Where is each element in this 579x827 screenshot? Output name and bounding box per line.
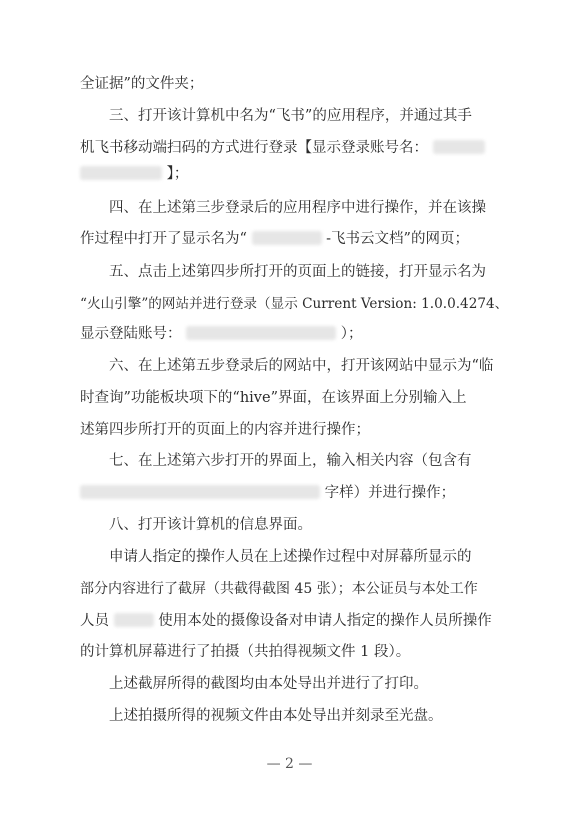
redaction [186, 326, 336, 340]
redaction [80, 485, 320, 499]
text-line: 四、在上述第三步登录后的应用程序中进行操作，并在该操 [109, 200, 486, 216]
text-line: 申请人指定的操作人员在上述操作过程中对屏幕所显示的 [109, 549, 472, 565]
text-segment: 显示登陆账号： [80, 326, 182, 342]
text-segment: 字样）并进行操作； [324, 485, 456, 501]
text-line: 的计算机屏幕进行了拍摄（共拍得视频文件 1 段）。 [80, 644, 411, 660]
text-line [80, 138, 485, 158]
page-number: — 2 — [266, 756, 313, 772]
text-line: 时查询”功能板块项下的“hive”界面，在该界面上分别输入上 [80, 390, 467, 406]
text-line: 述第四步所打开的页面上的内容并进行操作； [80, 422, 370, 438]
text-segment: ）； [340, 326, 363, 342]
text-line: 三、打开该计算机中名为“飞书”的应用程序，并通过其手 [109, 108, 472, 124]
text-line: 全证据”的文件夹； [80, 76, 204, 92]
text-line: 七、在上述第六步打开的界面上，输入相关内容（包含有 [109, 453, 472, 469]
text-line [80, 164, 188, 184]
text-segment: 机飞书移动端扫码的方式进行登录【显示登录账号名： [80, 140, 428, 156]
redaction [114, 613, 154, 627]
redaction [80, 166, 162, 180]
text-line: “火山引擎”的网站并进行登录（显示 Current Version: 1.0.0.4274、 [80, 296, 509, 312]
text-segment: 】； [166, 166, 189, 182]
text-segment: 作过程中打开了显示名为“ [80, 231, 247, 247]
text-line [80, 324, 362, 344]
text-segment: -飞书云文档”的网页； [326, 231, 469, 247]
text-line [80, 229, 469, 249]
text-line: 六、在上述第五步登录后的网站中，打开该网站中显示为“临 [109, 358, 494, 374]
text-line: 五、点击上述第四步所打开的页面上的链接，打开显示名为 [109, 264, 486, 280]
text-line: 部分内容进行了截屏（共截得截图 45 张）；本公证员与本处工作 [80, 581, 478, 597]
text-segment: 使用本处的摄像设备对申请人指定的操作人员所操作 [158, 613, 492, 629]
text-segment: 人员 [80, 613, 109, 629]
text-line [80, 611, 492, 631]
text-line [80, 483, 455, 503]
text-line: 八、打开该计算机的信息界面。 [109, 517, 312, 533]
text-line: 上述拍摄所得的视频文件由本处导出并刻录至光盘。 [109, 708, 443, 724]
redaction [252, 231, 322, 245]
redaction [433, 140, 485, 154]
text-line: 上述截屏所得的截图均由本处导出并进行了打印。 [109, 676, 428, 692]
